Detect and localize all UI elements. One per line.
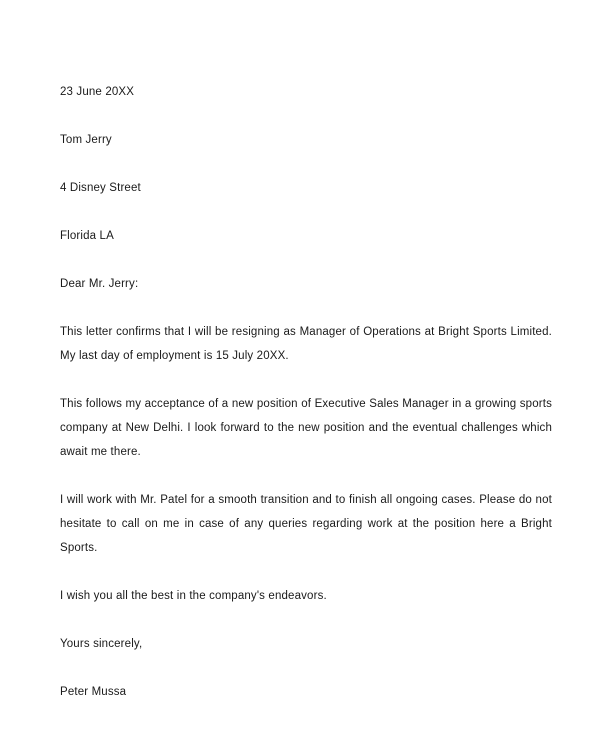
letter-date: 23 June 20XX: [60, 86, 135, 98]
body-paragraph-3: I will work with Mr. Patel for a smooth transition and to finish all ongoing cases. Please do not hesitate to call on me in case of any queries regarding work at the position here a Bright Sports.: [60, 494, 552, 554]
closing-salutation: Yours sincerely,: [60, 638, 143, 650]
recipient-city-state: Florida LA: [60, 230, 114, 242]
body-paragraph-4: I wish you all the best in the company's endeavors.: [60, 590, 327, 602]
sender-name: Peter Mussa: [60, 686, 127, 698]
salutation: Dear Mr. Jerry:: [60, 278, 139, 290]
body-paragraph-2: This follows my acceptance of a new position of Executive Sales Manager in a growing sports company at New Delhi. I look forward to the new position and the eventual challenges which await me there.: [60, 398, 552, 458]
signature-block: [60, 632, 552, 704]
letter-body: [60, 80, 552, 704]
recipient-name: Tom Jerry: [60, 134, 112, 146]
body-paragraph-1: This letter confirms that I will be resigning as Manager of Operations at Bright Sports Limited. My last day of employment is 15 July 20XX.: [60, 326, 552, 362]
recipient-street: 4 Disney Street: [60, 182, 141, 194]
